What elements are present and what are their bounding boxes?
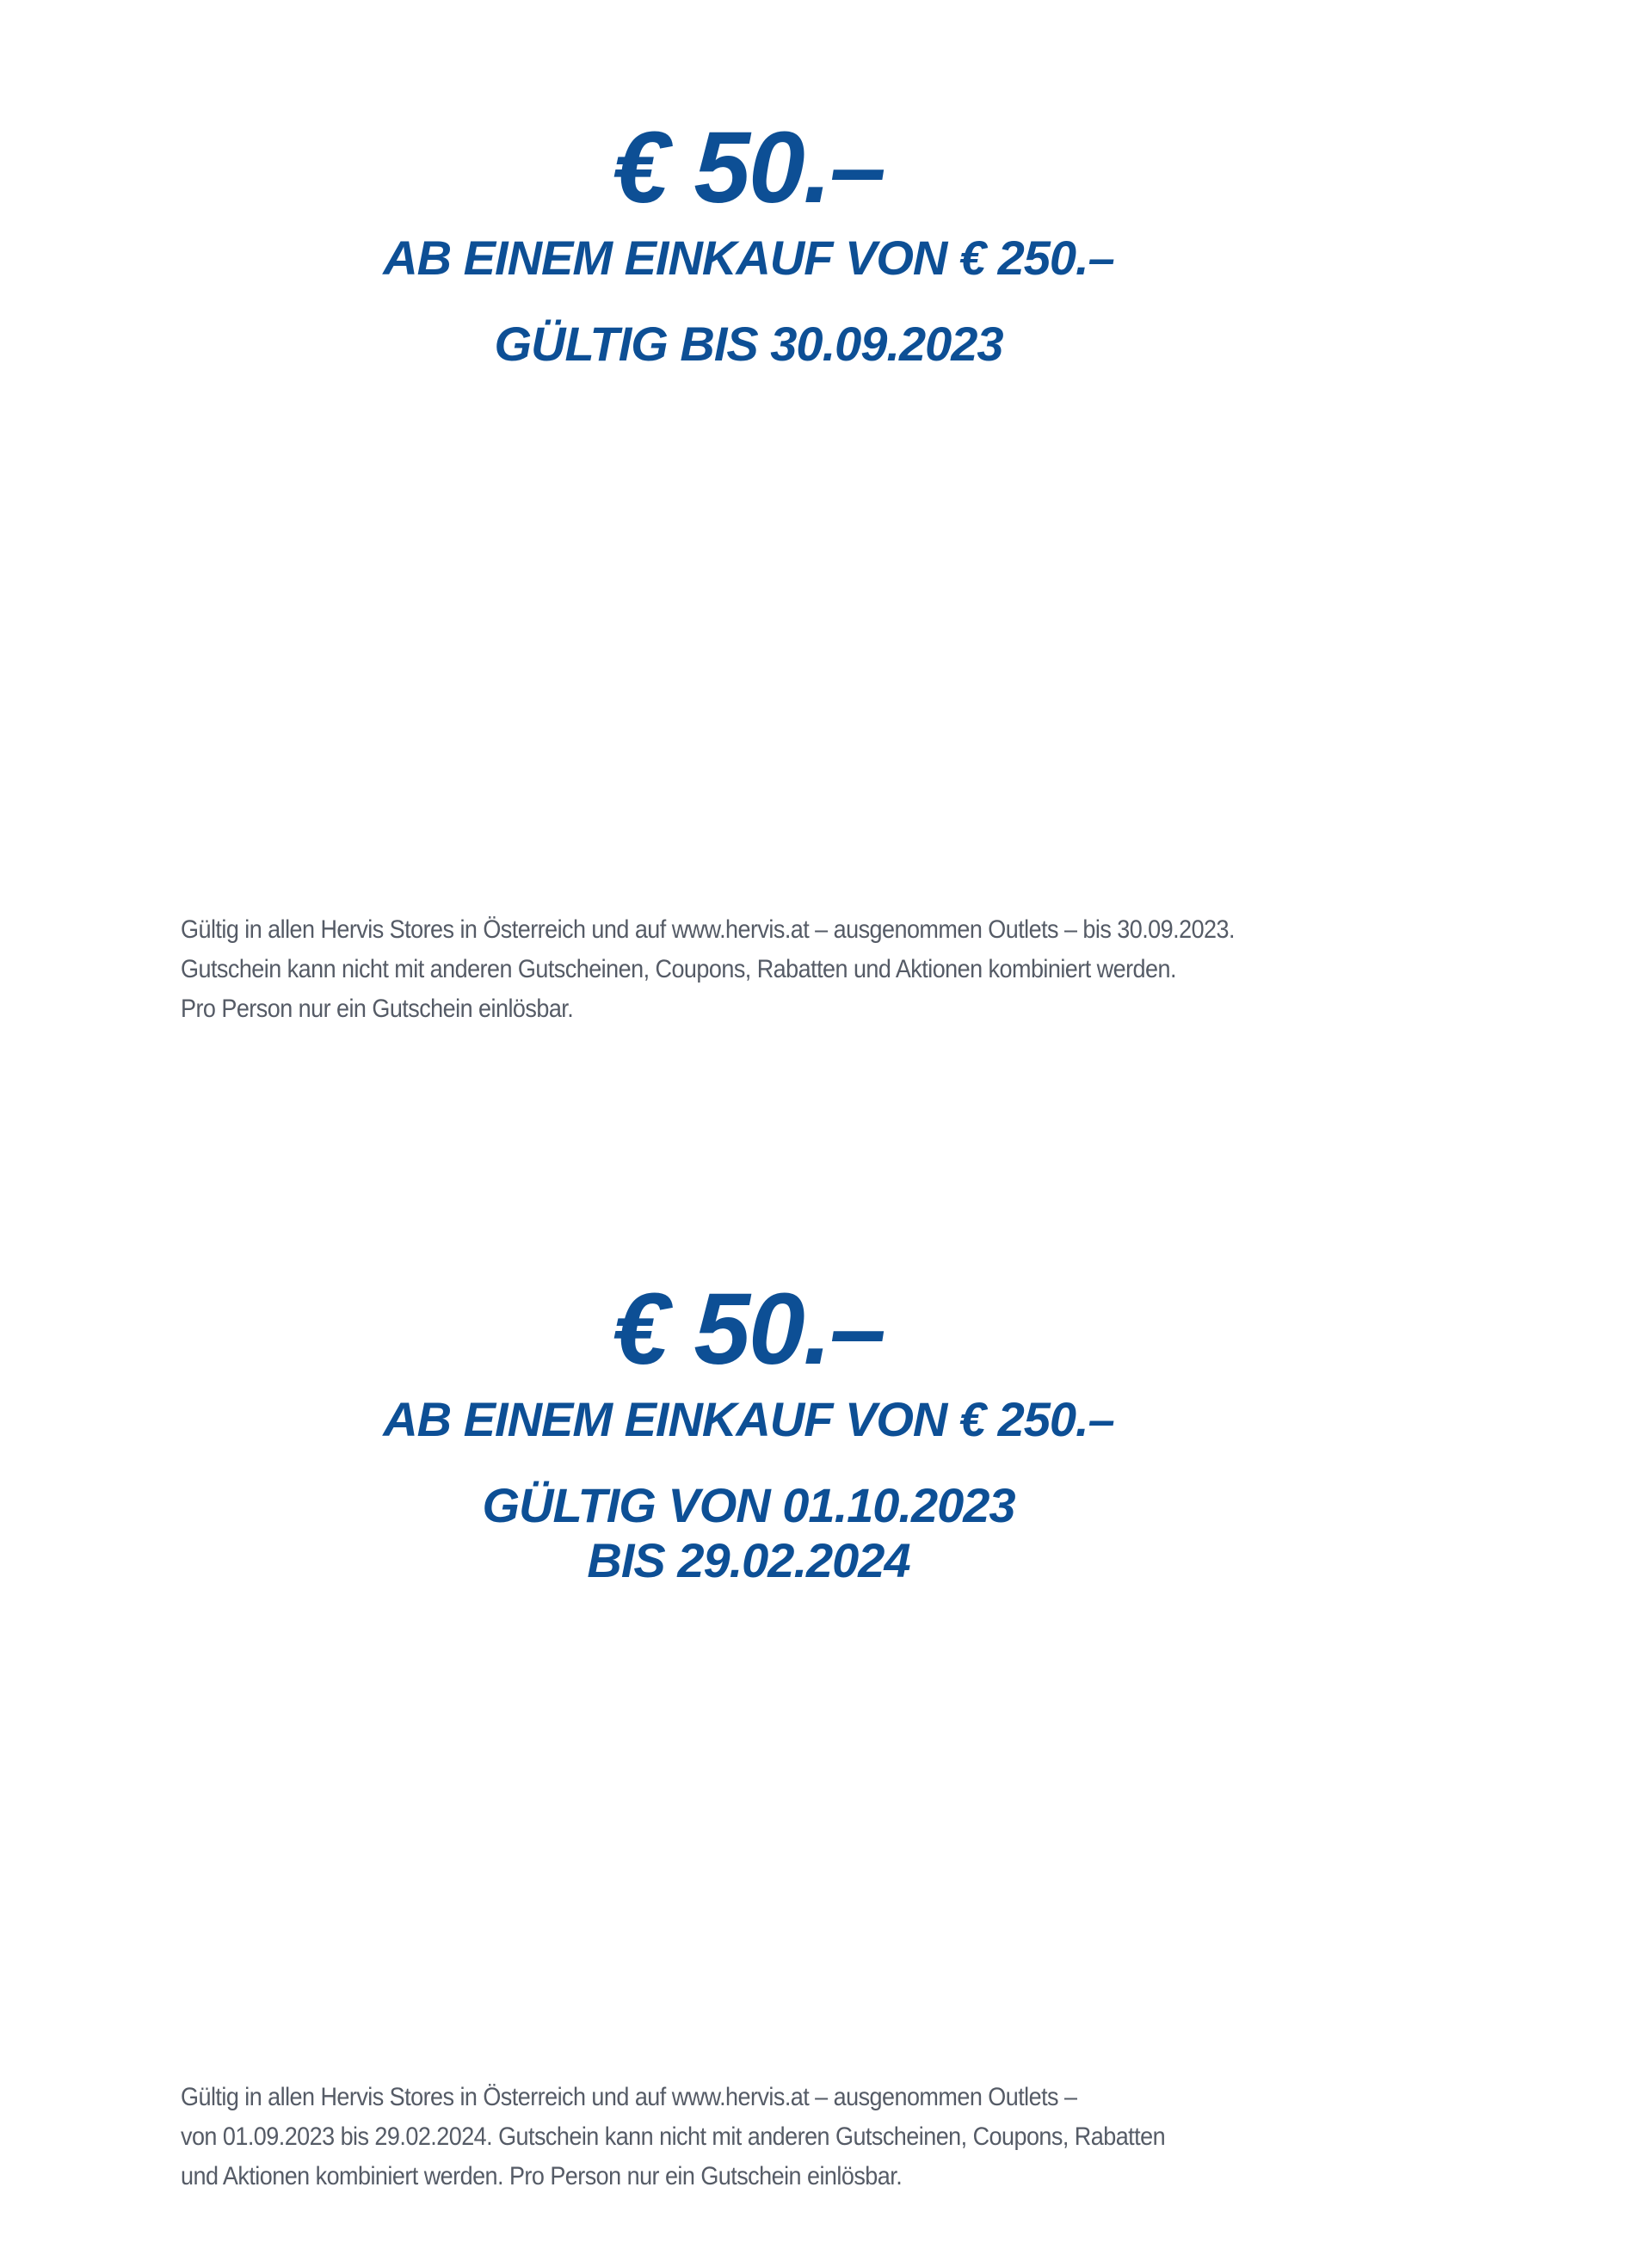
coupon-terms-line: Gültig in allen Hervis Stores in Österreich und auf www.hervis.at – ausgenommen Outlets – <box>181 2083 1077 2111</box>
coupon-validity-end: BIS 29.02.2024 <box>587 1533 910 1587</box>
coupon-condition: AB EINEM EINKAUF VON € 250.– <box>383 231 1114 285</box>
coupon-validity: GÜLTIG VON 01.10.2023 <box>482 1478 1015 1532</box>
coupon-terms-line: von 01.09.2023 bis 29.02.2024. Gutschein kann nicht mit anderen Gutscheinen, Coupons, Rabatten <box>181 2122 1166 2151</box>
coupon-condition: AB EINEM EINKAUF VON € 250.– <box>383 1392 1114 1446</box>
coupon-terms-line: Pro Person nur ein Gutschein einlösbar. <box>181 995 574 1023</box>
coupon-terms-line: und Aktionen kombiniert werden. Pro Person nur ein Gutschein einlösbar. <box>181 2162 903 2190</box>
coupon-terms-line: Gutschein kann nicht mit anderen Gutscheinen, Coupons, Rabatten und Aktionen kombiniert werden. <box>181 955 1176 983</box>
coupon-amount: € 50.– <box>612 1272 885 1386</box>
coupon-terms-line: Gültig in allen Hervis Stores in Österreich und auf www.hervis.at – ausgenommen Outlets – bis 30.09.2023. <box>181 915 1235 944</box>
coupon-terms <box>181 2078 1342 2196</box>
coupon-amount: € 50.– <box>612 111 885 225</box>
coupon-terms <box>181 910 1342 1029</box>
coupon-validity: GÜLTIG BIS 30.09.2023 <box>494 317 1003 371</box>
